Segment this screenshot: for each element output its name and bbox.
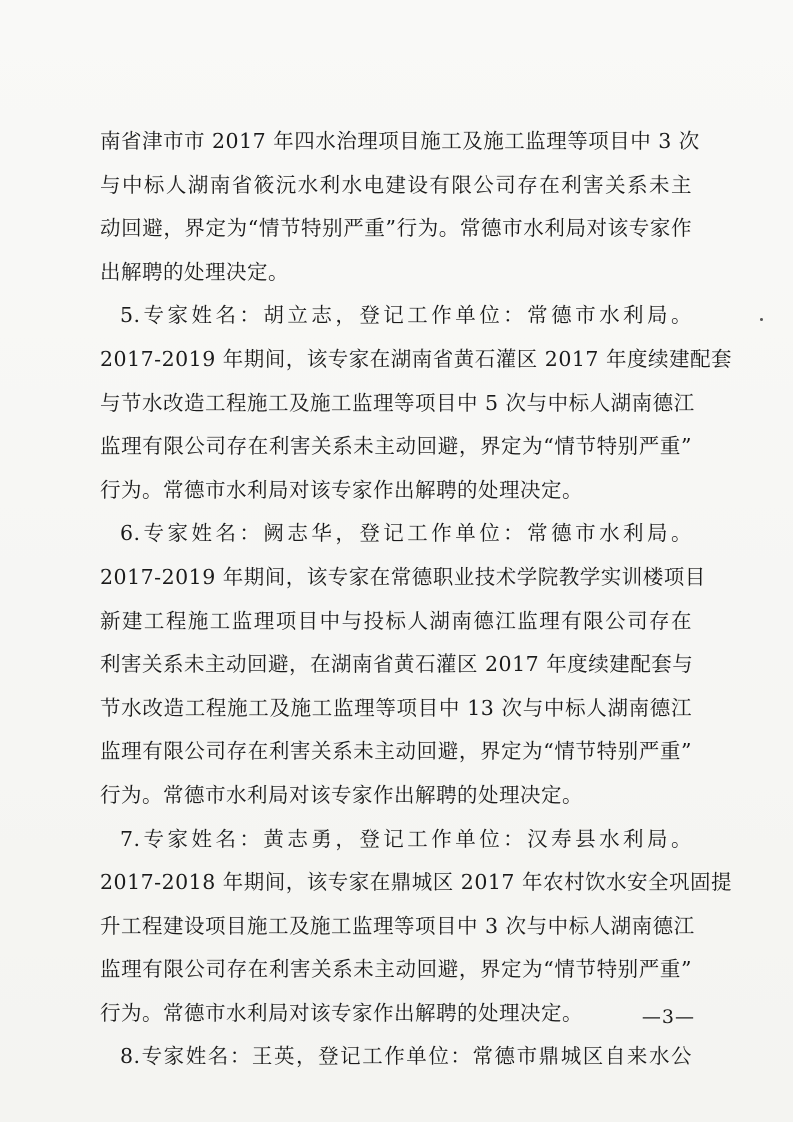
scan-speck <box>760 318 763 321</box>
text-line: 与中标人湖南省筱沅水利水电建设有限公司存在利害关系未主 <box>100 172 692 197</box>
text-line: 南省津市市 2017 年四水治理项目施工及施工监理等项目中 3 次 <box>100 129 700 153</box>
text-line: 动回避，界定为“情节特别严重”行为。常德市水利局对该专家作 <box>100 216 692 241</box>
expert-entry-heading: 7.专家姓名：黄志勇，登记工作单位：汉寿县水利局。 <box>120 826 692 851</box>
document-body <box>100 120 732 1079</box>
expert-entry-heading: 6.专家姓名：阙志华，登记工作单位：常德市水利局。 <box>120 521 692 546</box>
text-line: 行为。常德市水利局对该专家作出解聘的处理决定。 <box>100 1000 583 1025</box>
text-line: 监理有限公司存在利害关系未主动回避，界定为“情节特别严重” <box>100 434 692 459</box>
text-line: 与节水改造工程施工及施工监理等项目中 5 次与中标人湖南德江 <box>100 390 695 415</box>
text-line: 利害关系未主动回避，在湖南省黄石灌区 2017 年度续建配套与 <box>100 652 694 677</box>
text-line: 节水改造工程施工及施工监理等项目中 13 次与中标人湖南德江 <box>100 695 692 720</box>
expert-entry-heading: 5.专家姓名：胡立志，登记工作单位：常德市水利局。 <box>120 303 692 328</box>
text-line: 行为。常德市水利局对该专家作出解聘的处理决定。 <box>100 477 583 502</box>
text-line: 升工程建设项目施工及施工监理等项目中 3 次与中标人湖南德江 <box>100 913 695 938</box>
text-line: 新建工程施工监理项目中与投标人湖南德江监理有限公司存在 <box>100 608 692 633</box>
expert-entry-heading: 8.专家姓名：王英，登记工作单位：常德市鼎城区自来水公 <box>120 1044 692 1069</box>
text-line: 行为。常德市水利局对该专家作出解聘的处理决定。 <box>100 782 583 807</box>
text-line: 监理有限公司存在利害关系未主动回避，界定为“情节特别严重” <box>100 739 692 764</box>
text-line: 2017-2018 年期间，该专家在鼎城区 2017 年农村饮水安全巩固提 <box>100 870 732 895</box>
text-line: 出解聘的处理决定。 <box>100 259 289 284</box>
text-line: 监理有限公司存在利害关系未主动回避，界定为“情节特别严重” <box>100 957 692 982</box>
page-number: —3— <box>641 1006 695 1028</box>
text-line: 2017-2019 年期间，该专家在湖南省黄石灌区 2017 年度续建配套 <box>100 346 732 371</box>
text-line: 2017-2019 年期间，该专家在常德职业技术学院教学实训楼项目 <box>100 564 706 589</box>
